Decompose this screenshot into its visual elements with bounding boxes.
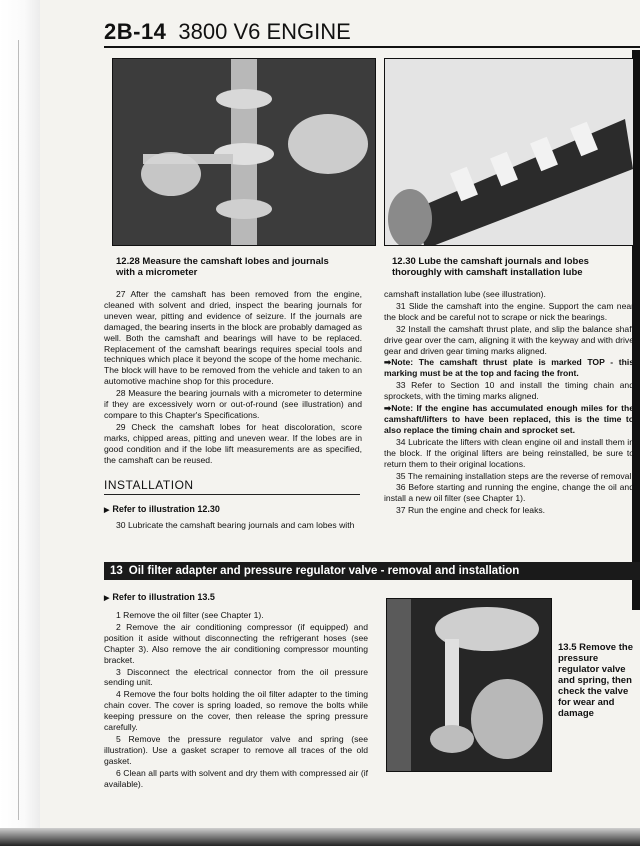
photo-camshaft-lube — [384, 58, 634, 246]
page-header — [104, 20, 351, 44]
bullet-arrow-icon: ▶ — [104, 595, 110, 602]
step-4: 4 Remove the four bolts holding the oil filter adapter to the timing chain cover. The cover is spring loaded, so remove the bolts while keeping pressure on the cover, then release the spring pressure carefully. — [104, 689, 368, 733]
section-13-steps — [104, 610, 368, 791]
step-3: 3 Disconnect the electrical connector from the oil pressure sending unit. — [104, 666, 368, 688]
binding-line — [18, 40, 19, 820]
note-thrust-plate — [384, 357, 634, 379]
photo-camshaft-micrometer-image — [113, 59, 375, 245]
section-number: 13 — [110, 565, 123, 577]
note-arrow-icon: ➡ — [384, 357, 392, 368]
bullet-arrow-icon: ▶ — [104, 507, 110, 514]
paragraph-35: 35 The remaining installation steps are the reverse of removal. — [396, 470, 634, 481]
installation-heading: INSTALLATION — [104, 478, 194, 492]
note-timing-chain-text: Note: If the engine has accumulated enough miles for the camshaft/lifters to have been replaced, this is the time to also replace the timing chain and sprocket set. — [384, 403, 634, 435]
section-13-banner — [104, 562, 640, 580]
caption-12-30: 12.30 Lube the camshaft journals and lobes thoroughly with camshaft installation lube — [392, 256, 589, 278]
photo-camshaft-lube-image — [385, 59, 633, 245]
section-title: Oil filter adapter and pressure regulator valve - removal and installation — [128, 565, 520, 577]
ref-illustration-12-30 — [104, 504, 220, 514]
note-thrust-plate-text: Note: The camshaft thrust plate is marked TOP - this marking must be at the top and facing the front. — [384, 357, 634, 379]
photo-camshaft-micrometer — [112, 58, 376, 246]
note-timing-chain — [384, 403, 634, 436]
installation-rule — [104, 494, 360, 495]
step-2: 2 Remove the air conditioning compressor (if equipped) and position it aside without disconnecting the refrigerant hoses (see Chapter 3). Also remove the air conditioning compressor mounting bracket. — [104, 621, 368, 665]
paragraph-32: 32 Install the camshaft thrust plate, and slip the balance shaft drive gear over the cam, aligning it with the keyway and with drive gear and driven gear timing marks aligned. — [384, 323, 634, 356]
page-bottom-shadow — [0, 828, 640, 846]
paragraph-30-continued: camshaft installation lube (see illustration). — [384, 289, 546, 299]
photo-pressure-regulator — [386, 598, 552, 772]
page-title: 3800 V6 ENGINE — [178, 19, 351, 44]
left-text-column-bottom — [104, 520, 362, 532]
step-1: 1 Remove the oil filter (see Chapter 1). — [116, 610, 264, 620]
step-5: 5 Remove the pressure regulator valve and spring (see illustration). Use a gasket scraper to remove all traces of the old gasket. — [104, 733, 368, 766]
page-binding-edge — [0, 0, 40, 846]
photo-pressure-regulator-image — [387, 599, 551, 771]
paragraph-33: 33 Refer to Section 10 and install the timing chain and sprockets, with the timing marks aligned. — [384, 380, 634, 402]
ref-text: Refer to illustration 12.30 — [112, 504, 220, 514]
paragraph-30: 30 Lubricate the camshaft bearing journals and cam lobes with — [116, 520, 355, 530]
caption-12-28: 12.28 Measure the camshaft lobes and journals with a micrometer — [116, 256, 329, 278]
page-number: 2B-14 — [104, 19, 167, 44]
ref-illustration-13-5 — [104, 592, 215, 602]
paragraph-27: 27 After the camshaft has been removed from the engine, cleaned with solvent and dried, inspect the bearing journals for uneven wear, pitting and evidence of seizure. If the journals are damaged, the bearing inserts in the block are probably damaged as well. Both the camshaft and bearings will have to be replaced. Replacement of the camshaft bearings requires special tools and techniques which place it beyond the scope of the home mechanic. The block will have to be removed from the vehicle and taken to an automotive machine shop for this procedure. — [104, 289, 362, 387]
paragraph-31: 31 Slide the camshaft into the engine. Support the cam near the block and be careful not to scrape or nick the bearings. — [384, 300, 634, 322]
paragraph-34: 34 Lubricate the lifters with clean engine oil and install them in the block. If the original lifters are being reinstalled, be sure to return them to their original locations. — [384, 436, 634, 469]
caption-13-5: 13.5 Remove the pressure regulator valve and spring, then check the valve for wear and damage — [558, 642, 633, 719]
step-6: 6 Clean all parts with solvent and dry them with compressed air (if available). — [104, 767, 368, 789]
note-arrow-icon: ➡ — [384, 403, 392, 414]
paragraph-36: 36 Before starting and running the engine, change the oil and install a new oil filter (see Chapter 1). — [384, 482, 634, 504]
paragraph-37: 37 Run the engine and check for leaks. — [396, 505, 546, 516]
ref-text: Refer to illustration 13.5 — [112, 592, 215, 602]
left-text-column — [104, 289, 362, 467]
header-rule — [104, 46, 640, 48]
paragraph-29: 29 Check the camshaft lobes for heat discoloration, score marks, chipped areas, pitting and uneven wear. If the lobes are in good condition and if the lobe lift measurements are as specified, the camshaft can be reused. — [104, 421, 362, 465]
right-text-column — [384, 289, 634, 517]
paragraph-28: 28 Measure the bearing journals with a micrometer to determine if they are excessively worn or out-of-round (see illustration) and compare to this Chapter's Specifications. — [104, 388, 362, 420]
